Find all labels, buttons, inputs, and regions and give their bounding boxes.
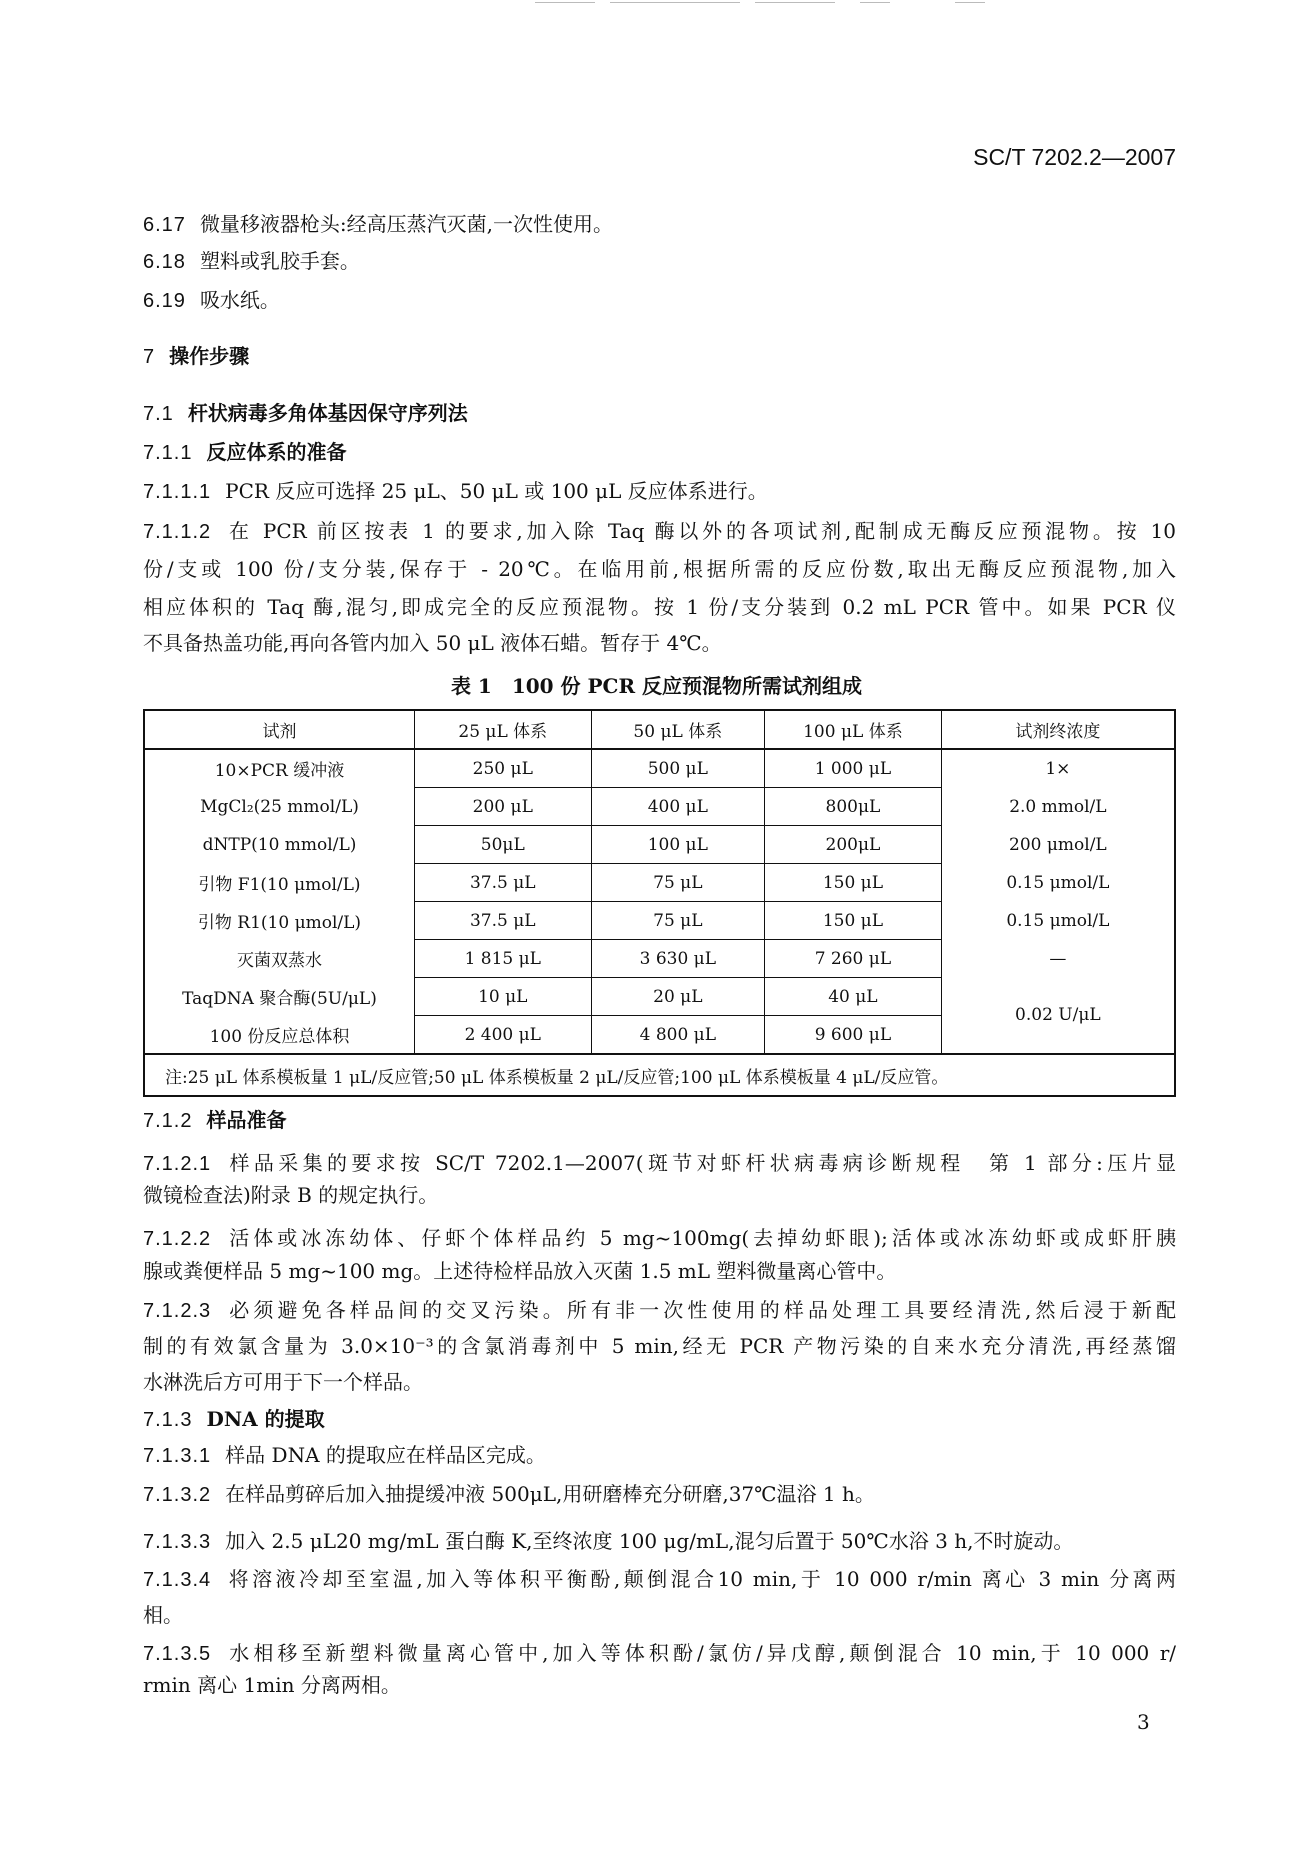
paragraph-text: 腺或粪便样品 5 mg~100 mg。上述待检样品放入灭菌 1.5 mL 塑料微量离心管中。 xyxy=(143,1259,897,1283)
table-row xyxy=(144,864,1175,902)
table-cell: TaqDNA 聚合酶(5U/μL) xyxy=(182,989,377,1009)
section-heading xyxy=(143,438,1176,467)
table-cell: 200 μmol/L xyxy=(941,826,1175,864)
paragraph-line xyxy=(143,1368,1176,1396)
paragraph-line xyxy=(143,1601,1176,1629)
section-number: 7.1.2 xyxy=(143,1110,193,1132)
table-cell: 2.0 mmol/L xyxy=(941,788,1175,826)
paragraph-text: 相。 xyxy=(143,1603,183,1627)
table-cell: 灭菌双蒸水 xyxy=(236,951,322,971)
paragraph-text: 份/支或 100 份/支分装,保存于 - 20℃。在临用前,根据所需的反应份数,取出无酶反应预混物,加入 xyxy=(143,557,1176,581)
table-cell: 800μL xyxy=(765,788,942,826)
list-item xyxy=(143,247,1176,276)
table-cell: 0.02 U/μL xyxy=(941,978,1175,1055)
section-title: 操作步骤 xyxy=(169,344,250,368)
section-heading xyxy=(143,1106,1176,1135)
table-cell: 0.15 μmol/L xyxy=(941,864,1175,902)
scan-mark xyxy=(610,2,740,3)
paragraph-text: 不具备热盖功能,再向各管内加入 50 μL 液体石蜡。暂存于 4℃。 xyxy=(143,631,722,655)
table-cell: 10 μL xyxy=(414,978,591,1016)
table-cell: 150 μL xyxy=(765,864,942,902)
table-cell: 37.5 μL xyxy=(414,864,591,902)
list-item xyxy=(143,210,1176,239)
table-cell: 10×PCR 缓冲液 xyxy=(214,761,345,782)
paragraph-text: PCR 反应可选择 25 μL、50 μL 或 100 μL 反应体系进行。 xyxy=(225,479,768,503)
clause-number: 7.1.1.2 xyxy=(143,521,212,543)
table-cell: 4 800 μL xyxy=(591,1016,765,1055)
paragraph-text: 样品 DNA 的提取应在样品区完成。 xyxy=(225,1443,546,1467)
table-header-row xyxy=(144,710,1175,749)
table-cell: 400 μL xyxy=(591,788,765,826)
list-item xyxy=(143,286,1176,315)
column-header: 试剂终浓度 xyxy=(941,710,1175,749)
table-cell: 37.5 μL xyxy=(414,902,591,940)
item-number: 6.18 xyxy=(143,251,186,273)
section-title: 反应体系的准备 xyxy=(206,440,347,464)
clause-number: 7.1.3.2 xyxy=(143,1484,212,1506)
section-number: 7 xyxy=(143,346,156,368)
column-header: 试剂 xyxy=(144,710,414,749)
paragraph-text: 必须避免各样品间的交叉污染。所有非一次性使用的样品处理工具要经清洗,然后浸于新配 xyxy=(225,1298,1176,1322)
table-note-row xyxy=(144,1054,1175,1096)
table-cell: 2 400 μL xyxy=(414,1016,591,1055)
paragraph-line xyxy=(143,1480,1176,1509)
column-header: 100 μL 体系 xyxy=(765,710,942,749)
table-cell: 200μL xyxy=(765,826,942,864)
paragraph-text: 将溶液冷却至室温,加入等体积平衡酚,颠倒混合10 min,于 10 000 r/min 离心 3 min 分离两 xyxy=(225,1567,1176,1591)
paragraph-line xyxy=(143,477,1176,506)
paragraph-text: 水淋洗后方可用于下一个样品。 xyxy=(143,1370,423,1394)
paragraph-text: 制的有效氯含量为 3.0×10⁻³的含氯消毒剂中 5 min,经无 PCR 产物污染的自来水充分清洗,再经蒸馏 xyxy=(143,1334,1176,1358)
section-number: 7.1.1 xyxy=(143,442,193,464)
section-heading xyxy=(143,342,1176,371)
reagent-table xyxy=(143,709,1176,1097)
table-cell: 1× xyxy=(941,749,1175,788)
clause-number: 7.1.2.3 xyxy=(143,1300,212,1322)
paragraph-line xyxy=(143,593,1176,621)
clause-number: 7.1.2.1 xyxy=(143,1153,212,1175)
paragraph-line xyxy=(143,1441,1176,1470)
standard-number-header: SC/T 7202.2—2007 xyxy=(973,144,1176,170)
section-number: 7.1 xyxy=(143,403,174,425)
table-cell: 100 μL xyxy=(591,826,765,864)
table-cell: 引物 R1(10 μmol/L) xyxy=(197,913,362,933)
section-heading xyxy=(143,399,1176,428)
paragraph-line xyxy=(143,1671,1176,1699)
paragraph-line xyxy=(143,629,1176,657)
table-cell: 50μL xyxy=(414,826,591,864)
table-cell: 40 μL xyxy=(765,978,942,1016)
scan-mark xyxy=(860,2,890,3)
table-row xyxy=(144,749,1175,788)
paragraph-text: 加入 2.5 μL20 mg/mL 蛋白酶 K,至终浓度 100 μg/mL,混匀后置于 50℃水浴 3 h,不时旋动。 xyxy=(225,1529,1074,1553)
paragraph-line xyxy=(143,1527,1176,1556)
section-title: 样品准备 xyxy=(206,1108,287,1132)
paragraph-line xyxy=(143,1332,1176,1360)
paragraph-text: 活体或冰冻幼体、仔虾个体样品约 5 mg~100mg(去掉幼虾眼);活体或冰冻幼虾或成虾肝胰 xyxy=(225,1226,1176,1250)
item-number: 6.17 xyxy=(143,214,186,236)
table-note: 注:25 μL 体系模板量 1 μL/反应管;50 μL 体系模板量 2 μL/反应管;100 μL 体系模板量 4 μL/反应管。 xyxy=(144,1054,1175,1096)
table-cell: 500 μL xyxy=(591,749,765,788)
clause-number: 7.1.3.3 xyxy=(143,1531,212,1553)
paragraph-line xyxy=(143,517,1176,545)
section-number: 7.1.3 xyxy=(143,1409,193,1431)
paragraph-text: 在 PCR 前区按表 1 的要求,加入除 Taq 酶以外的各项试剂,配制成无酶反应预混物。按 10 xyxy=(225,519,1176,543)
clause-number: 7.1.3.4 xyxy=(143,1569,212,1591)
table-cell: 0.15 μmol/L xyxy=(941,902,1175,940)
table-cell: dNTP(10 mmol/L) xyxy=(202,834,357,855)
table-cell: 9 600 μL xyxy=(765,1016,942,1055)
clause-number: 7.1.3.5 xyxy=(143,1643,212,1665)
table-row xyxy=(144,902,1175,940)
table-cell: 200 μL xyxy=(414,788,591,826)
table-cell: MgCl₂(25 mmol/L) xyxy=(200,796,359,817)
column-header: 25 μL 体系 xyxy=(414,710,591,749)
table-cell: 20 μL xyxy=(591,978,765,1016)
column-header: 50 μL 体系 xyxy=(591,710,765,749)
section-title: DNA 的提取 xyxy=(206,1407,325,1431)
paragraph-line xyxy=(143,1565,1176,1593)
table-cell: 75 μL xyxy=(591,864,765,902)
table-cell: 3 630 μL xyxy=(591,940,765,978)
table-cell: 1 000 μL xyxy=(765,749,942,788)
paragraph-line xyxy=(143,1639,1176,1667)
table-cell: 250 μL xyxy=(414,749,591,788)
item-number: 6.19 xyxy=(143,290,186,312)
table-row xyxy=(144,940,1175,978)
table-cell: 150 μL xyxy=(765,902,942,940)
table-row xyxy=(144,978,1175,1016)
item-text: 塑料或乳胶手套。 xyxy=(199,249,360,273)
item-text: 微量移液器枪头:经高压蒸汽灭菌,一次性使用。 xyxy=(199,212,614,236)
paragraph-line xyxy=(143,555,1176,583)
paragraph-text: 水相移至新塑料微量离心管中,加入等体积酚/氯仿/异戊醇,颠倒混合 10 min,于 10 000 r/ xyxy=(225,1641,1176,1665)
table-row xyxy=(144,788,1175,826)
paragraph-line xyxy=(143,1224,1176,1252)
paragraph-line xyxy=(143,1296,1176,1324)
table-cell: 100 份反应总体积 xyxy=(209,1026,350,1047)
scan-mark xyxy=(535,2,595,3)
section-title: 杆状病毒多角体基因保守序列法 xyxy=(187,401,468,425)
table-row xyxy=(144,826,1175,864)
page-number: 3 xyxy=(1137,1710,1150,1734)
paragraph-line xyxy=(143,1257,1176,1285)
table-cell: 75 μL xyxy=(591,902,765,940)
clause-number: 7.1.3.1 xyxy=(143,1445,212,1467)
table-cell: 1 815 μL xyxy=(414,940,591,978)
table-cell: — xyxy=(941,940,1175,978)
paragraph-text: 在样品剪碎后加入抽提缓冲液 500μL,用研磨棒充分研磨,37℃温浴 1 h。 xyxy=(225,1482,875,1506)
paragraph-line xyxy=(143,1181,1176,1209)
scan-mark xyxy=(755,2,835,3)
item-text: 吸水纸。 xyxy=(199,288,280,312)
table-caption: 表 1 100 份 PCR 反应预混物所需试剂组成 xyxy=(450,674,863,698)
section-heading xyxy=(143,1405,1176,1434)
paragraph-text: 样品采集的要求按 SC/T 7202.1—2007(斑节对虾杆状病毒病诊断规程 第 1 部分:压片显 xyxy=(225,1151,1176,1175)
paragraph-line xyxy=(143,1149,1176,1177)
clause-number: 7.1.1.1 xyxy=(143,481,212,503)
paragraph-text: 相应体积的 Taq 酶,混匀,即成完全的反应预混物。按 1 份/支分装到 0.2 mL PCR 管中。如果 PCR 仪 xyxy=(143,595,1176,619)
table-cell: 7 260 μL xyxy=(765,940,942,978)
paragraph-text: rmin 离心 1min 分离两相。 xyxy=(143,1673,401,1697)
scan-mark xyxy=(955,2,985,3)
paragraph-text: 微镜检查法)附录 B 的规定执行。 xyxy=(143,1183,439,1207)
clause-number: 7.1.2.2 xyxy=(143,1228,212,1250)
table-cell: 引物 F1(10 μmol/L) xyxy=(198,875,361,895)
